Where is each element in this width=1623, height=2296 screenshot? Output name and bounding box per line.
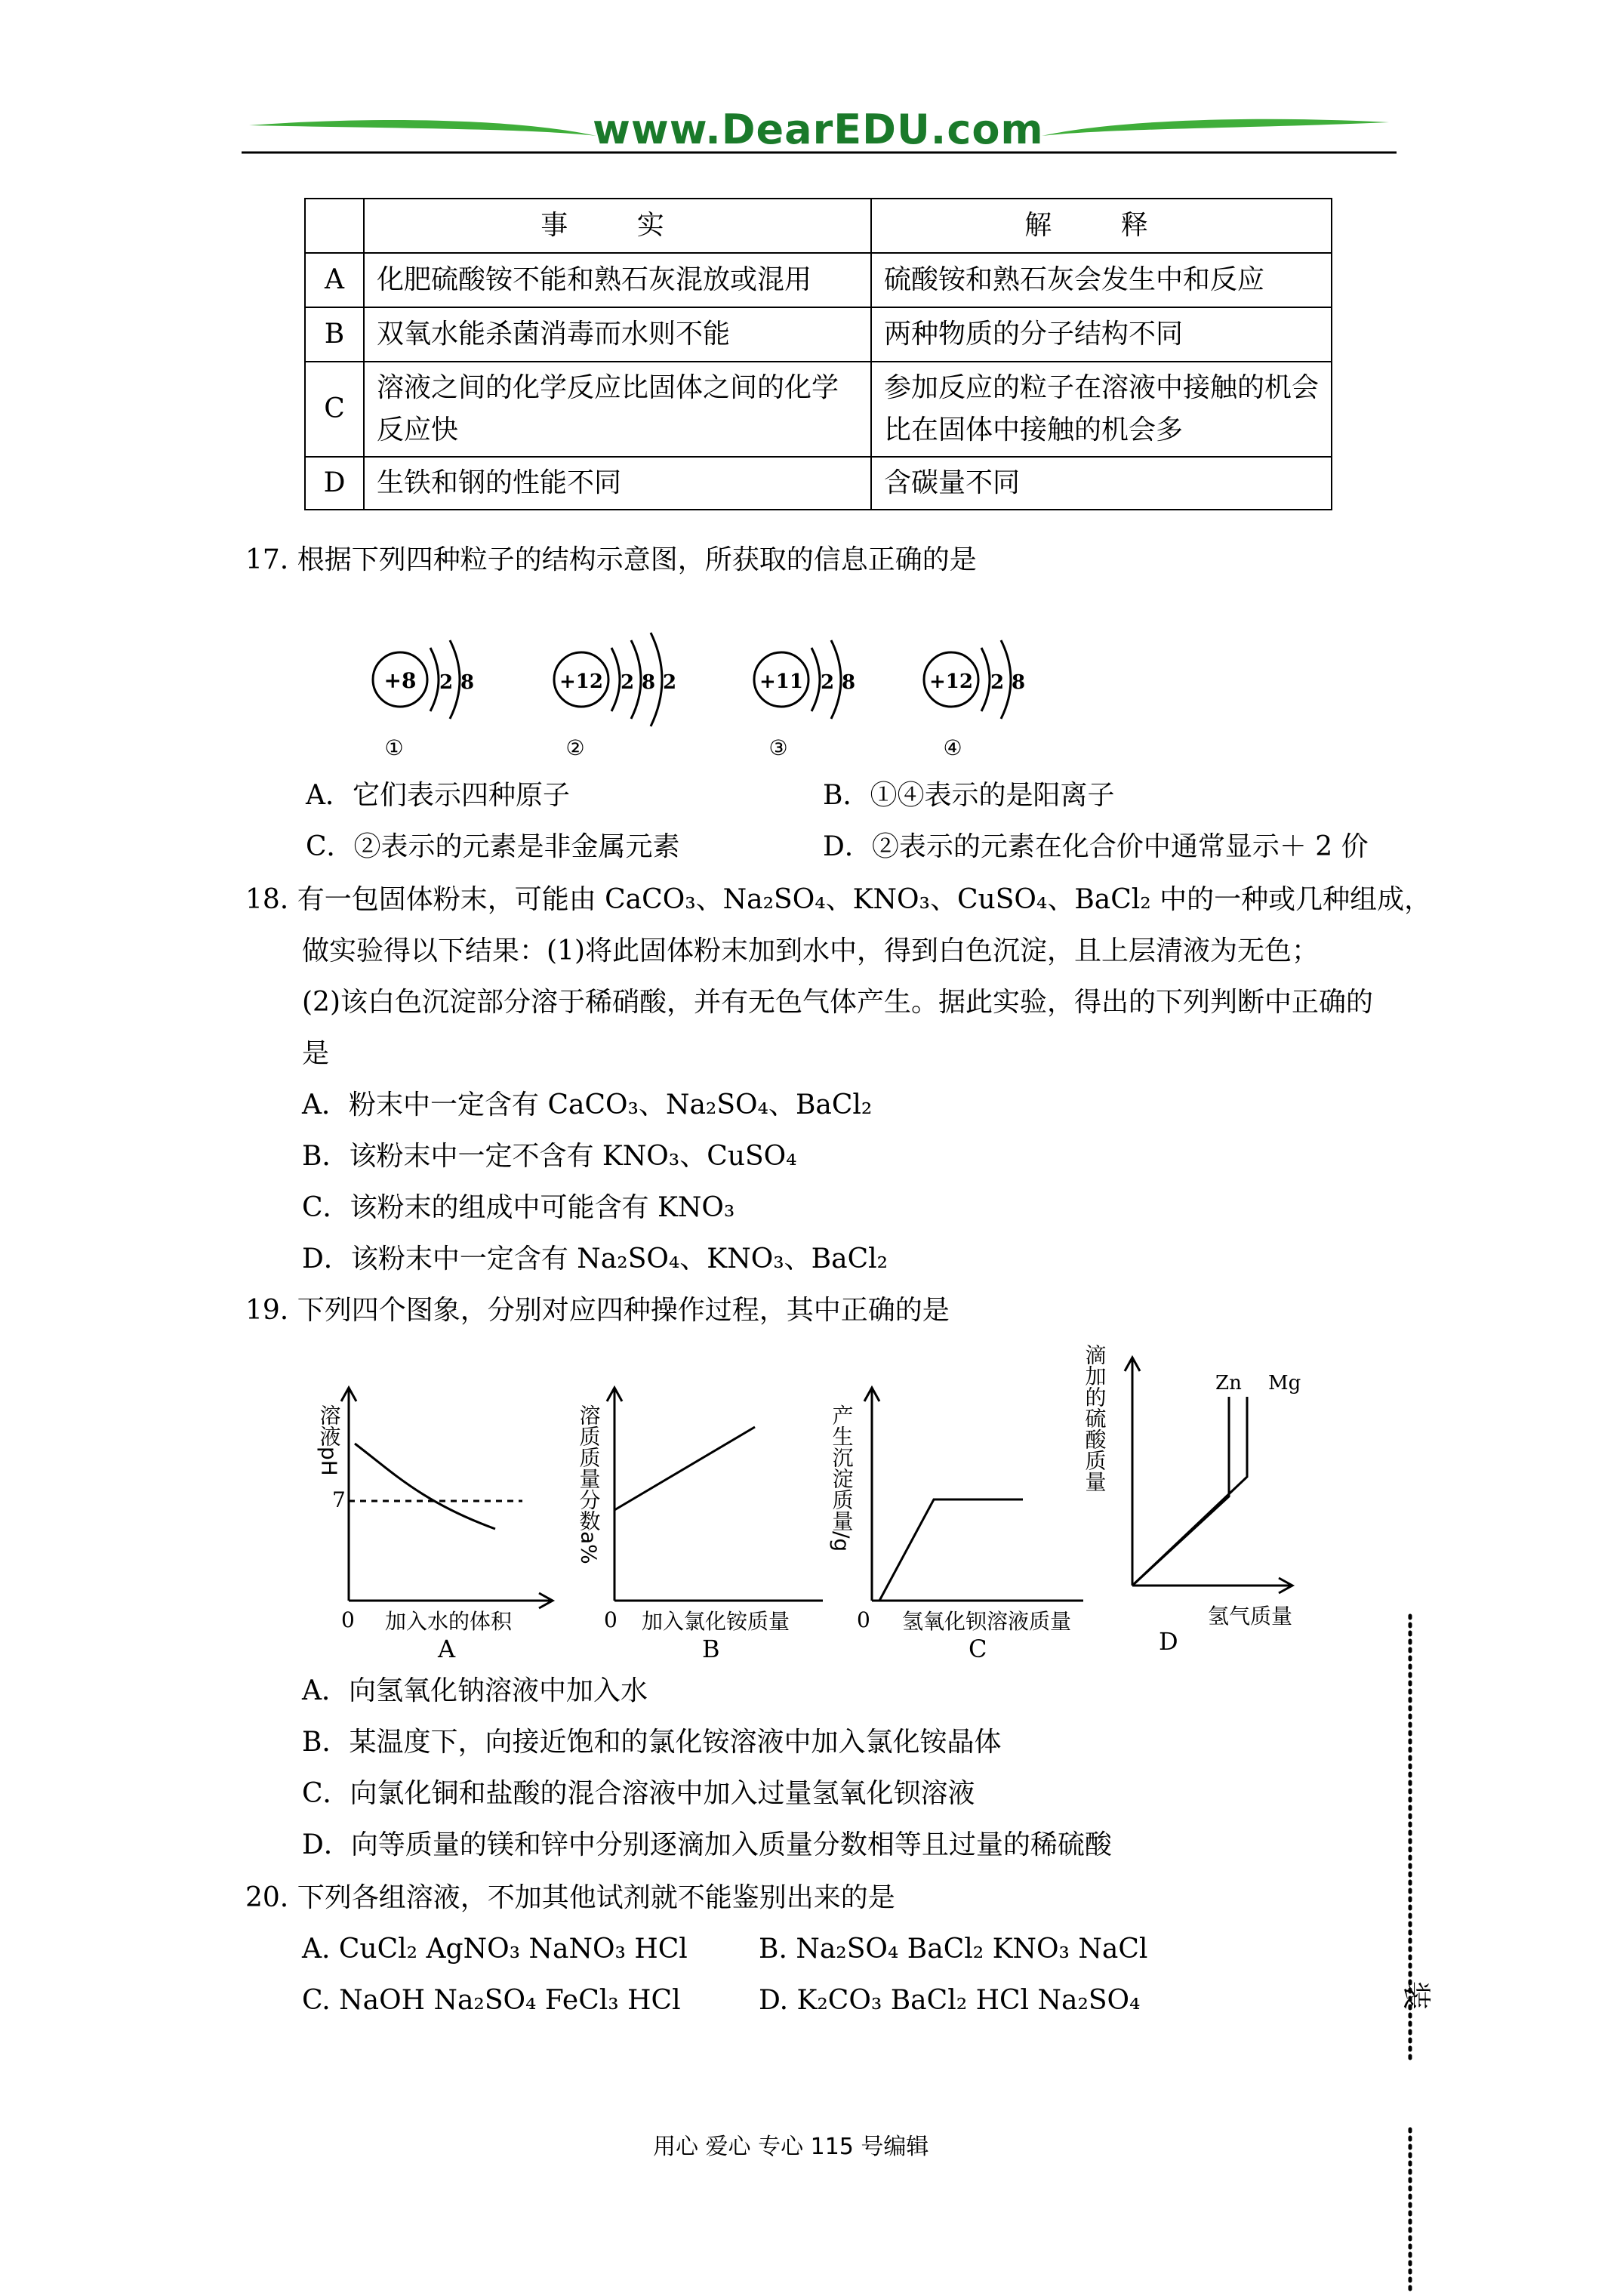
svg-text:8: 8 xyxy=(842,671,856,694)
q19-option-d: D．向等质量的镁和锌中分别逐滴加入质量分数相等且过量的稀硫酸 xyxy=(302,1829,1112,1860)
q20-stem: 20. 下列各组溶液，不加其他试剂就不能鉴别出来的是 xyxy=(245,1882,895,1913)
row-fact: 化肥硫酸铵不能和熟石灰混放或混用 xyxy=(364,253,871,307)
row-label: C xyxy=(305,362,364,457)
table-row xyxy=(305,457,1332,510)
graph-a xyxy=(316,1374,574,1663)
svg-text:7: 7 xyxy=(332,1487,346,1512)
svg-text:+8: +8 xyxy=(383,668,417,693)
q18-option-a: A．粉末中一定含有 CaCO₃、Na₂SO₄、BaCl₂ xyxy=(302,1089,873,1120)
row-fact: 溶液之间的化学反应比固体之间的化学反应快 xyxy=(364,362,871,457)
graph-d-ylabel: 滴加的硫酸质量 xyxy=(1082,1344,1107,1492)
particle-2 xyxy=(554,633,676,760)
svg-text:2: 2 xyxy=(821,671,835,694)
particle-diagrams xyxy=(355,619,1072,760)
svg-text:0: 0 xyxy=(604,1607,617,1632)
svg-text:2: 2 xyxy=(663,671,677,694)
graph-b xyxy=(576,1374,830,1663)
particle-1 xyxy=(373,640,474,760)
graph-b-xlabel: 加入氯化铵质量 xyxy=(642,1609,790,1634)
fact-explain-table xyxy=(304,198,1332,510)
graph-c-ylabel: 产生沉淀质量/g xyxy=(829,1404,855,1552)
graph-d-mg: Mg xyxy=(1268,1372,1301,1395)
svg-text:0: 0 xyxy=(341,1607,355,1632)
row-explain: 两种物质的分子结构不同 xyxy=(871,307,1332,362)
q17-option-a: A．它们表示四种原子 xyxy=(306,780,570,811)
svg-text:2: 2 xyxy=(990,671,1005,694)
graph-d-xlabel: 氢气质量 xyxy=(1208,1604,1293,1629)
q18-option-b: B．该粉末中一定不含有 KNO₃、CuSO₄ xyxy=(302,1141,797,1172)
graph-a-letter: A xyxy=(438,1635,456,1663)
graph-c-xlabel: 氢氧化钡溶液质量 xyxy=(902,1609,1072,1634)
q20-option-a: A. CuCl₂ AgNO₃ NaNO₃ HCl xyxy=(302,1934,688,1965)
row-explain: 硫酸铵和熟石灰会发生中和反应 xyxy=(871,253,1332,307)
q18-option-c: C．该粉末的组成中可能含有 KNO₃ xyxy=(302,1192,735,1223)
q17-option-c: C．②表示的元素是非金属元素 xyxy=(306,831,680,862)
graph-d-zn-line xyxy=(1132,1397,1229,1586)
graph-c xyxy=(829,1374,1091,1663)
q18-option-d: D．该粉末中一定含有 Na₂SO₄、KNO₃、BaCl₂ xyxy=(302,1244,888,1274)
row-label: B xyxy=(305,307,364,362)
q18-stem-2: 做实验得以下结果：(1)将此固体粉末加到水中，得到白色沉淀，且上层清液为无色； xyxy=(302,935,1319,966)
svg-text:②: ② xyxy=(565,735,585,760)
graph-d-zn: Zn xyxy=(1215,1372,1242,1395)
q18-stem-4: 是 xyxy=(302,1038,330,1069)
graph-b-line xyxy=(614,1427,755,1510)
svg-text:+12: +12 xyxy=(559,670,603,693)
svg-text:0: 0 xyxy=(857,1607,870,1632)
particle-3 xyxy=(754,640,855,760)
graph-d xyxy=(1082,1329,1344,1661)
q20-option-c: C. NaOH Na₂SO₄ FeCl₃ HCl xyxy=(302,1985,681,2016)
svg-text:2: 2 xyxy=(621,671,635,694)
graph-a-ylabel: 溶液pH xyxy=(316,1404,342,1476)
table-row xyxy=(305,307,1332,362)
svg-text:③: ③ xyxy=(768,735,788,760)
row-fact: 双氧水能杀菌消毒而水则不能 xyxy=(364,307,871,362)
q17-stem: 17. 根据下列四种粒子的结构示意图，所获取的信息正确的是 xyxy=(245,544,977,575)
table-header-explain: 解 释 xyxy=(871,199,1332,253)
q19-stem: 19. 下列四个图象，分别对应四种操作过程，其中正确的是 xyxy=(245,1295,950,1326)
q20-option-b: B. Na₂SO₄ BaCl₂ KNO₃ NaCl xyxy=(759,1934,1148,1965)
svg-text:2: 2 xyxy=(439,671,454,694)
q19-option-c: C．向氯化铜和盐酸的混合溶液中加入过量氢氧化钡溶液 xyxy=(302,1778,975,1809)
q20-option-d: D. K₂CO₃ BaCl₂ HCl Na₂SO₄ xyxy=(759,1985,1141,2016)
graph-c-line xyxy=(879,1499,1023,1601)
graph-d-letter: D xyxy=(1159,1627,1178,1656)
svg-text:①: ① xyxy=(384,735,404,760)
binding-mark: 装 xyxy=(1399,1980,1433,2010)
svg-text:8: 8 xyxy=(460,671,475,694)
q19-option-b: B．某温度下，向接近饱和的氯化铵溶液中加入氯化铵晶体 xyxy=(302,1727,1002,1758)
svg-text:④: ④ xyxy=(943,735,962,760)
graph-a-xlabel: 加入水的体积 xyxy=(385,1609,513,1634)
row-fact: 生铁和钢的性能不同 xyxy=(364,457,871,510)
q17-option-d: D．②表示的元素在化合价中通常显示＋ 2 价 xyxy=(823,831,1369,862)
q17-option-b: B．①④表示的是阳离子 xyxy=(823,780,1115,811)
graph-b-ylabel: 溶质质量分数a% xyxy=(576,1404,602,1564)
binding-line xyxy=(1397,1616,1442,2295)
table-row xyxy=(305,362,1332,457)
graph-a-curve xyxy=(355,1444,495,1529)
q19-option-a: A．向氢氧化钠溶液中加入水 xyxy=(302,1675,648,1706)
right-swoosh xyxy=(1042,119,1389,136)
q18-stem-1: 18. 有一包固体粉末，可能由 CaCO₃、Na₂SO₄、KNO₃、CuSO₄、BaCl₂ 中的一种或几种组成， xyxy=(245,884,1432,915)
page-footer: 用心 爱心 专心 115 号编辑 xyxy=(653,2134,929,2160)
graph-c-letter: C xyxy=(969,1635,987,1663)
row-explain: 含碳量不同 xyxy=(871,457,1332,510)
q18-stem-3: (2)该白色沉淀部分溶于稀硝酸，并有无色气体产生。据此实验，得出的下列判断中正确的 xyxy=(302,987,1373,1018)
site-title: www.DearEDU.com xyxy=(593,106,1044,153)
row-label: A xyxy=(305,253,364,307)
table-row xyxy=(305,253,1332,307)
graph-b-letter: B xyxy=(702,1635,720,1663)
svg-text:+11: +11 xyxy=(759,670,803,693)
row-label: D xyxy=(305,457,364,510)
svg-text:8: 8 xyxy=(1012,671,1026,694)
svg-text:8: 8 xyxy=(642,671,656,694)
row-explain: 参加反应的粒子在溶液中接触的机会比在固体中接触的机会多 xyxy=(871,362,1332,457)
left-swoosh xyxy=(249,120,596,136)
table-header-blank xyxy=(305,199,364,253)
particle-4 xyxy=(924,640,1025,760)
table-header-fact: 事 实 xyxy=(364,199,871,253)
svg-text:+12: +12 xyxy=(929,670,973,693)
